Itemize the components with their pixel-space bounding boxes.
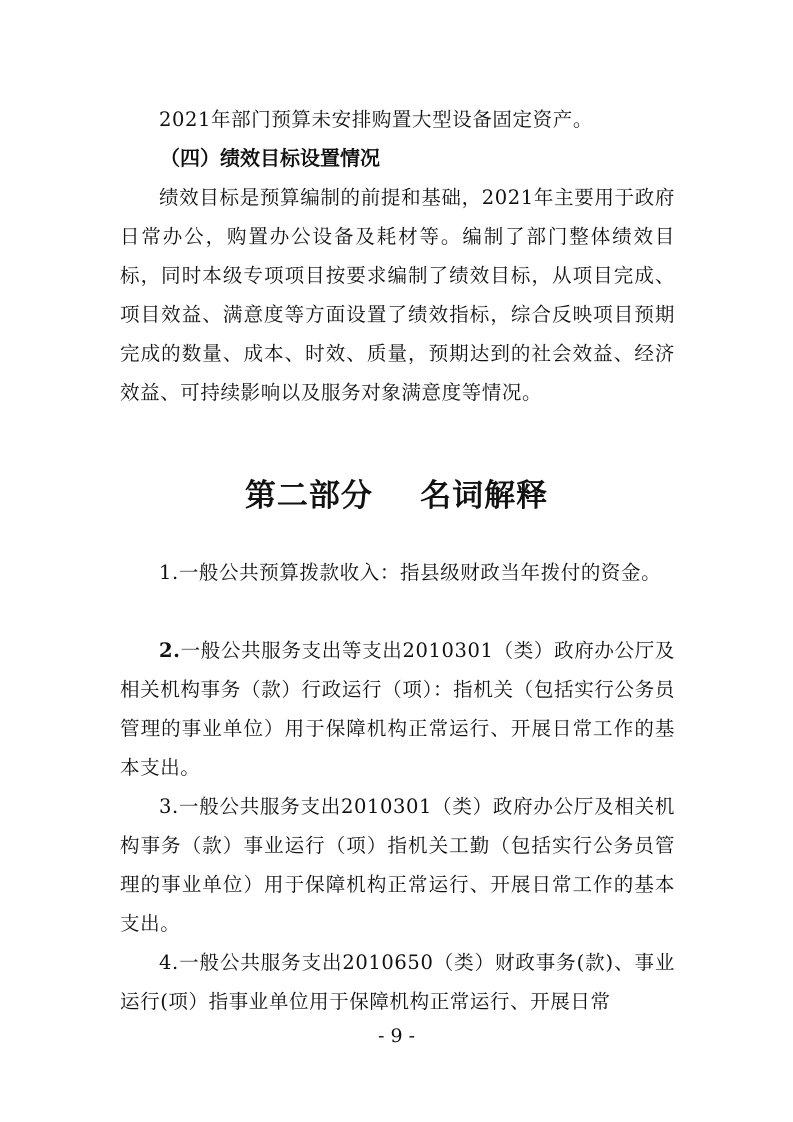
definition-item-4 <box>120 943 675 1021</box>
section-title: 第二部分 名词解释 <box>244 478 549 514</box>
definition-number: 1. <box>159 561 179 584</box>
definition-item-1 <box>120 553 675 592</box>
page-number: - 9 - <box>377 1025 415 1047</box>
paragraph-fixed-assets: 2021年部门预算未安排购置大型设备固定资产。 <box>159 108 593 131</box>
definition-item-3 <box>120 787 675 943</box>
definition-number: 2. <box>159 639 181 662</box>
subheading-performance-goals: （四）绩效目标设置情况 <box>160 146 380 170</box>
definition-text: 一般公共服务支出等支出2010301（类）政府办公厅及相关机构事务（款）行政运行（项）：指机关（包括实行公务员管理的事业单位）用于保障机构正常运行、开展日常工作的基本支出。 <box>120 639 675 779</box>
definition-number: 4. <box>159 951 179 974</box>
definition-number: 3. <box>159 795 179 818</box>
definition-item-2 <box>120 631 675 787</box>
paragraph-performance-goals: 绩效目标是预算编制的前提和基础，2021年主要用于政府日常办公，购置办公设备及耗材等。编制了部门整体绩效目标，同时本级专项项目按要求编制了绩效目标，从项目完成、项目效益、满意度等方面设置了绩效指标，综合反映项目预期完成的数量、成本、时效、质量，预期达到的社会效益、经济效益、可持续影响以及服务对象满意度等情况。 <box>120 186 675 404</box>
definition-text: 一般公共服务支出2010301（类）政府办公厅及相关机构事务（款）事业运行（项）指机关工勤（包括实行公务员管理的事业单位）用于保障机构正常运行、开展日常工作的基本支出。 <box>120 795 675 935</box>
definition-text: 一般公共服务支出2010650（类）财政事务(款)、事业运行(项）指事业单位用于保障机构正常运行、开展日常 <box>120 951 675 1013</box>
definition-text: 一般公共预算拨款收入：指县级财政当年拨付的资金。 <box>178 561 662 584</box>
